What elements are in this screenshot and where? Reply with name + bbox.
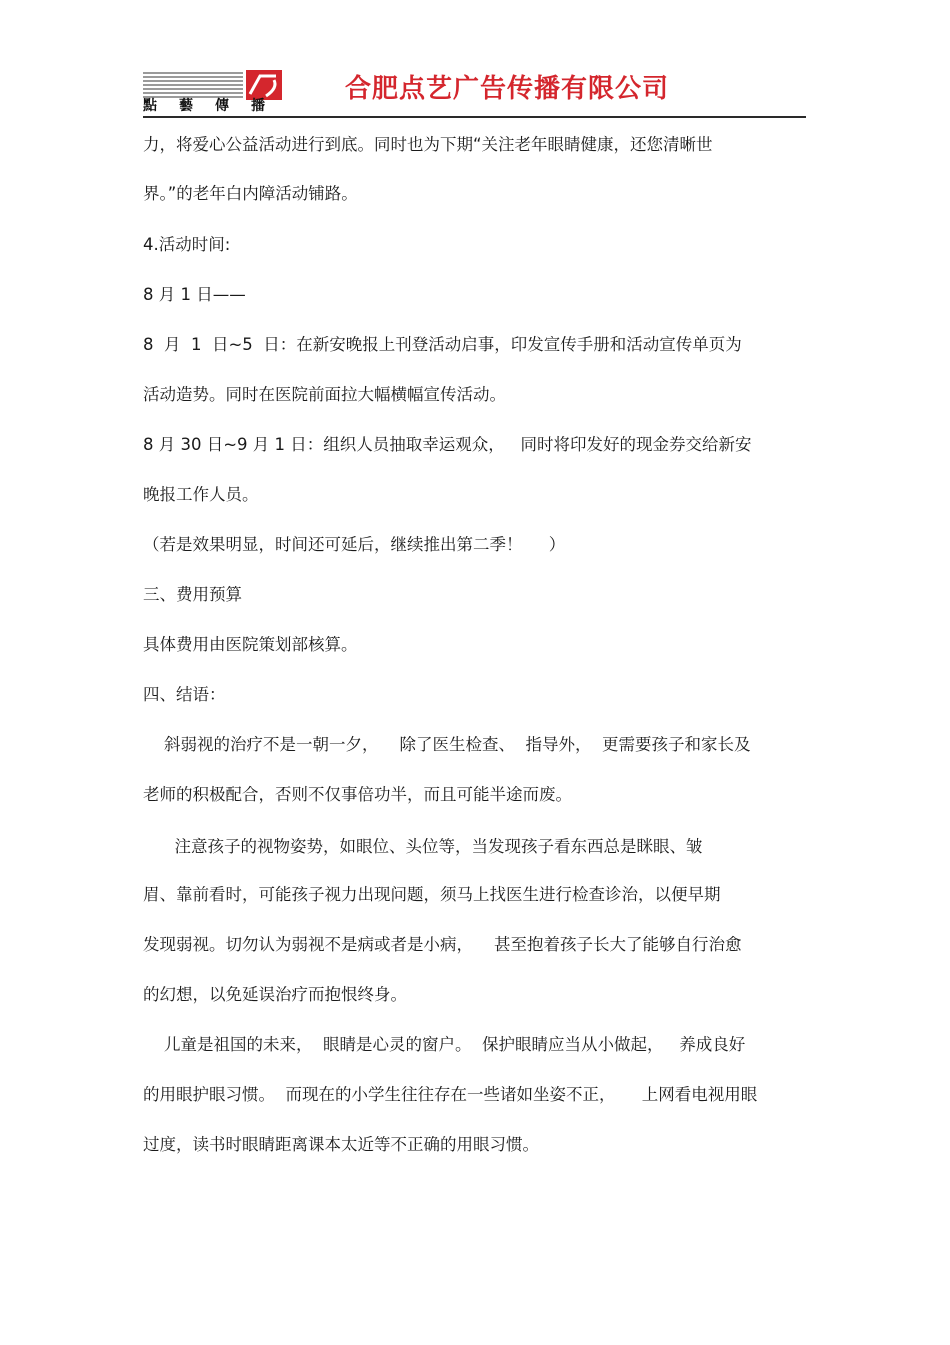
body-line: 活动造势。同时在医院前面拉大幅横幅宣传活动。 [143,385,506,404]
body-line: 晚报工作人员。 [143,485,259,504]
body-line: 力，将爱心公益活动进行到底。同时也为下期“关注老年眼睛健康，还您清晰世 [143,135,713,154]
logo-characters: 點藝傳播 [143,98,287,114]
body-line: 发现弱视。切勿认为弱视不是病或者是小病， 甚至抱着孩子长大了能够自行治愈 [143,935,742,954]
body-line: 眉、靠前看时，可能孩子视力出现问题，须马上找医生进行检查诊治，以便早期 [143,885,721,904]
company-name: 合肥点艺广告传播有限公司 [345,74,670,104]
body-line: 具体费用由医院策划部核算。 [143,635,358,654]
body-line: 注意孩子的视物姿势，如眼位、头位等，当发现孩子看东西总是眯眼、皱 [143,837,703,856]
body-line: 的用眼护眼习惯。 而现在的小学生往往存在一些诸如坐姿不正， 上网看电视用眼 [143,1085,758,1104]
letterhead [143,68,806,118]
logo-seal-icon [246,70,282,100]
header-rule [143,116,806,118]
body-line: 8 月 30 日~9 月 1 日：组织人员抽取幸运观众， 同时将印发好的现金券交给新安 [143,435,752,454]
section-heading: 三、费用预算 [143,585,242,604]
body-line: 的幻想，以免延误治疗而抱恨终身。 [143,985,407,1004]
body-line: 儿童是祖国的未来， 眼睛是心灵的窗户。 保护眼睛应当从小做起， 养成良好 [143,1035,746,1054]
body-line: 过度，读书时眼睛距离课本太近等不正确的用眼习惯。 [143,1135,539,1154]
section-heading: 四、结语： [143,685,226,704]
body-line: 界。”的老年白内障活动铺路。 [143,184,358,203]
body-line: （若是效果明显，时间还可延后，继续推出第二季！ ） [143,535,566,554]
body-line: 8 月 1 日~5 日：在新安晚报上刊登活动启事，印发宣传手册和活动宣传单页为 [143,335,742,354]
body-line: 老师的积极配合，否则不仅事倍功半，而且可能半途而废。 [143,785,572,804]
body-line: 斜弱视的治疗不是一朝一夕， 除了医生检查、 指导外， 更需要孩子和家长及 [143,735,751,754]
section-heading: 4.活动时间: [143,235,231,254]
body-line: 8 月 1 日—— [143,285,246,304]
